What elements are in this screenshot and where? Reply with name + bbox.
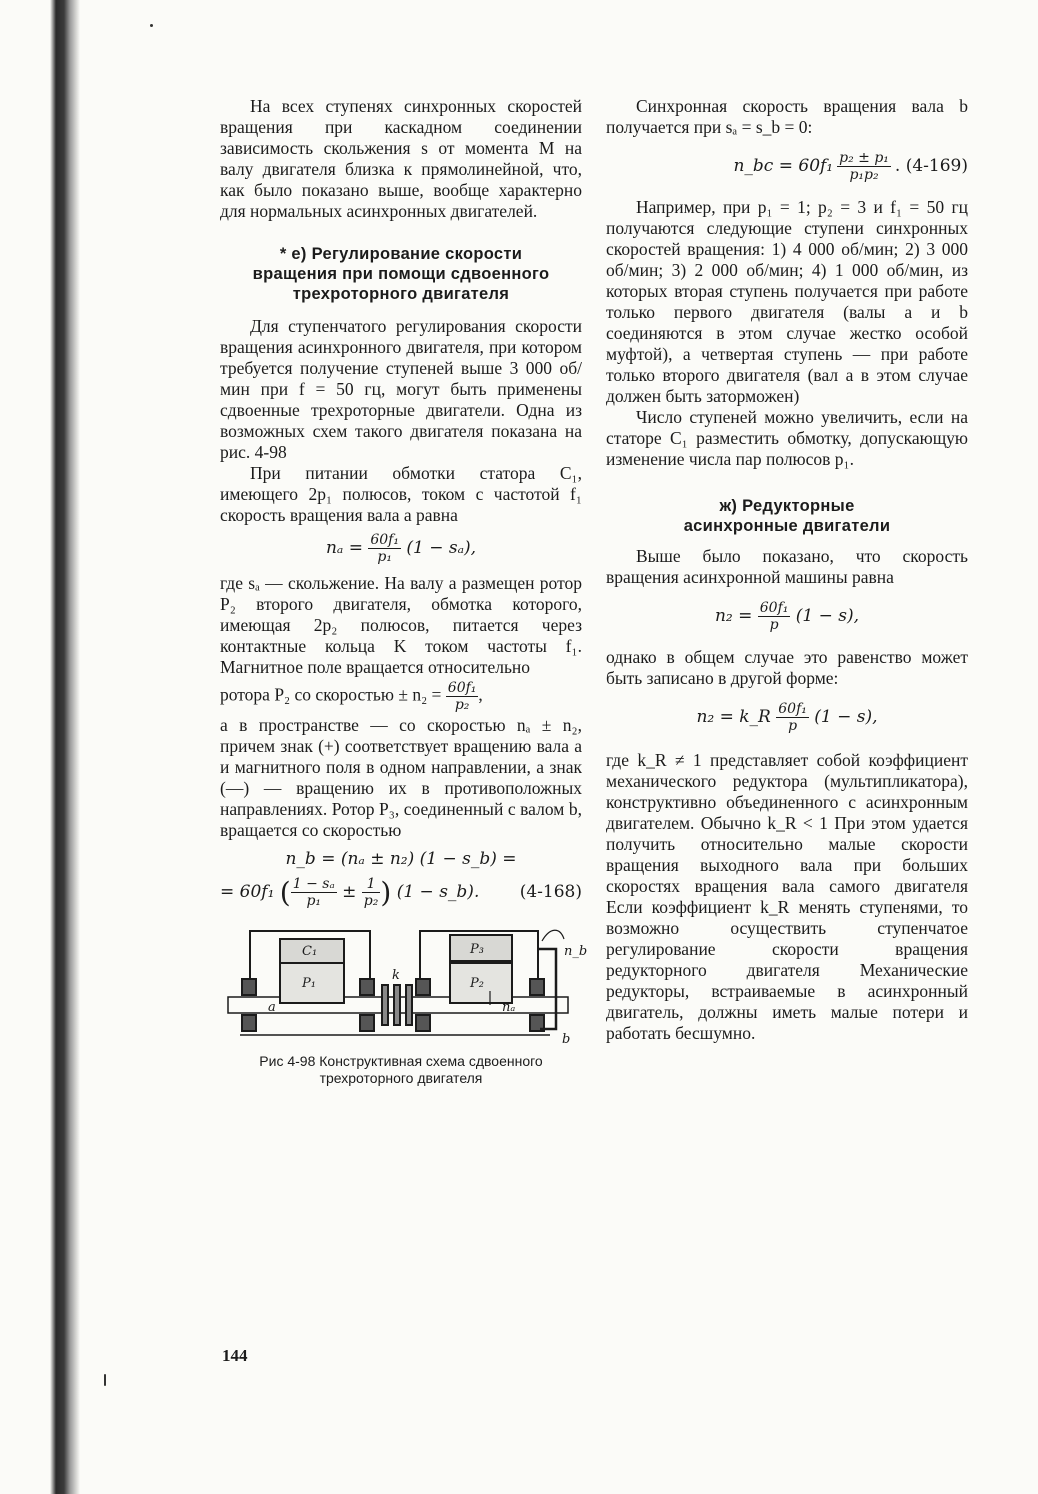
bearing bbox=[242, 979, 256, 995]
right-column bbox=[606, 96, 968, 1044]
rotation-arrow bbox=[542, 930, 564, 941]
formula-rhs: (1 − sₐ), bbox=[406, 538, 477, 558]
paragraph: а в пространстве — со скоростью nₐ ± n₂, причем знак (+) соответствует вращению вала a и магнитного поля в одном направлении, а знак (—) — вращению их в противоположных направлениях. Ротор P₃, соединенный с валом b, вращается со скоростью bbox=[220, 715, 582, 840]
bearing bbox=[360, 1015, 374, 1031]
numerator: 60f₁ bbox=[778, 701, 807, 717]
bearing bbox=[360, 979, 374, 995]
bearing bbox=[416, 1015, 430, 1031]
heading-line: ж) Редукторные bbox=[719, 497, 855, 515]
formula-n2-kr bbox=[606, 701, 968, 734]
label-na: nₐ bbox=[502, 1000, 516, 1015]
heading-line: вращения при помощи сдвоенного bbox=[252, 265, 550, 283]
formula-na bbox=[220, 532, 582, 565]
label-c1: C₁ bbox=[302, 944, 318, 959]
label-p3: P₃ bbox=[470, 942, 484, 957]
denominator: p₁p₂ bbox=[849, 167, 879, 183]
punct: , bbox=[478, 684, 483, 705]
denominator: p₂ bbox=[363, 893, 379, 909]
paragraph: При питании обмотки статора C₁, имеющего 2p₁ полюсов, током с частотой f₁ скорость вращения вала a равна bbox=[220, 463, 582, 525]
formula-lhs: n₂ = k_R bbox=[696, 707, 771, 727]
label-a: a bbox=[268, 1000, 276, 1015]
formula-part: = 60f₁ bbox=[220, 882, 275, 902]
formula-n2 bbox=[606, 600, 968, 633]
formula-line: n_b = (nₐ ± n₂) (1 − s_b) = bbox=[285, 849, 517, 869]
caption-line: Рис 4-98 Конструктивная схема сдвоенного bbox=[259, 1053, 543, 1069]
denominator: p bbox=[769, 617, 779, 633]
scan-speck bbox=[150, 24, 153, 27]
numerator: p₂ ± p₁ bbox=[839, 150, 889, 166]
fraction bbox=[368, 532, 401, 565]
paragraph: Выше было показано, что скорость вращения асинхронной машины равна bbox=[606, 546, 968, 587]
formula-rhs: (1 − s), bbox=[814, 707, 878, 727]
page-number: 144 bbox=[222, 1346, 248, 1365]
formula-part: (1 − s_b). bbox=[396, 882, 480, 902]
left-column bbox=[220, 96, 588, 1087]
scan-speck bbox=[104, 1374, 106, 1386]
slip-ring bbox=[394, 985, 400, 1025]
formula-nbc bbox=[606, 150, 968, 183]
label-nb: n_b bbox=[564, 944, 588, 959]
slip-ring bbox=[406, 985, 412, 1025]
heading-line: * е) Регулирование скорости bbox=[279, 245, 523, 263]
paragraph: где k_R ≠ 1 представляет собой коэффициент механического редуктора (мультипликатора), конструктивно объединенного с асинхронным двигателем. Обычно k_R < 1 При этом удается получить относительно малые скорости вращения выходного вала при больших скоростях вращения вала самого двигателя Если коэффициент k_R менять ступенями, то возможно осуществить ступенчатое регулирование скорости вращения редукторного двигателя Механические редукторы, встраиваемые в асинхронный двигатель, должны иметь малые потери и работать бесшумно. bbox=[606, 750, 968, 1043]
formula-nb bbox=[220, 849, 582, 909]
numerator: 60f₁ bbox=[370, 532, 399, 548]
paragraph: где sₐ — скольжение. На валу a размещен ротор P₂ второго двигателя, обмотка которого, имеющая 2p₂ полюсов, питается через контактные кольца K током частоты f₁. Магнитное поле вращается относительно bbox=[220, 573, 582, 677]
fraction bbox=[362, 876, 381, 909]
label-k: k bbox=[392, 968, 400, 983]
denominator: p₁ bbox=[377, 549, 392, 565]
denominator: p₁ bbox=[306, 893, 322, 909]
paragraph: Например, при p₁ = 1; p₂ = 3 и f₁ = 50 гц получаются следующие ступени синхронных скоростей вращения: 1) 4 000 об/мин; 2) 3 000 об/мин; 3) 2 000 об/мин; 4) 1 000 об/мин, из которых вторая ступень получается при работе только первого двигателя (валы a и b соединяются в этом случае жестко особой муфтой), а четвертая ступень — при работе только второго двигателя (вал a в этом случае должен быть заторможен) bbox=[606, 197, 968, 406]
fraction bbox=[291, 876, 337, 909]
figure-caption bbox=[220, 1053, 582, 1087]
book-spine-shadow bbox=[0, 0, 80, 1494]
equation-number: (4-168) bbox=[519, 882, 582, 902]
label-p1: P₁ bbox=[302, 976, 316, 991]
formula-line: = 60f₁ ( $\frac{\text{1 − sₐ}}{\text{p₁}}$ ± $\frac{1}{\text{p₂}}$ ) (1 − s_b). (4-168) bbox=[220, 876, 582, 909]
heading-line: асинхронные двигатели bbox=[683, 517, 891, 535]
formula-lhs: nₐ = bbox=[325, 538, 363, 558]
rotor-speed-line bbox=[220, 680, 582, 713]
paragraph: Синхронная скорость вращения вала b получается при sₐ = s_b = 0: bbox=[606, 96, 968, 137]
section-heading-e bbox=[220, 244, 582, 304]
equation-number: . (4-169) bbox=[894, 156, 968, 176]
fraction bbox=[758, 600, 791, 633]
denominator: p bbox=[788, 718, 798, 734]
caption-line: трехроторного двигателя bbox=[319, 1070, 483, 1086]
pm-sign: ± bbox=[342, 882, 357, 902]
rotor-line-text: ротора P₂ со скоростью ± n₂ = bbox=[220, 684, 442, 705]
bearing bbox=[530, 979, 544, 995]
numerator: 1 bbox=[362, 876, 381, 893]
formula-lhs: n_bc = 60f₁ bbox=[733, 156, 834, 176]
motor-diagram bbox=[220, 919, 588, 1049]
numerator: 1 − sₐ bbox=[292, 876, 335, 892]
label-b: b bbox=[562, 1032, 571, 1047]
formula-lhs: n₂ = bbox=[714, 606, 753, 626]
label-p2: P₂ bbox=[470, 976, 484, 991]
bearing bbox=[416, 979, 430, 995]
numerator: 60f₁ bbox=[759, 600, 789, 616]
fraction bbox=[776, 701, 809, 734]
section-heading-zh bbox=[606, 496, 968, 536]
numerator: 60f₁ bbox=[447, 680, 477, 696]
paragraph: Для ступенчатого регулирования скорости вращения асинхронного двигателя, при котором требуется получение ступеней выше 3 000 об/мин при f = 50 гц, могут быть применены сдвоенные трехроторные двигатели. Одна из возможных схем такого двигателя показана на рис. 4-98 bbox=[220, 316, 582, 462]
fraction bbox=[837, 150, 891, 183]
slip-ring bbox=[382, 985, 388, 1025]
paragraph: однако в общем случае это равенство может быть записано в другой форме: bbox=[606, 647, 968, 688]
paragraph: Число ступеней можно увеличить, если на статоре C₁ разместить обмотку, допускающую изменение числа пар полюсов p₁. bbox=[606, 407, 968, 469]
denominator: p₂ bbox=[454, 697, 470, 713]
heading-line: трехроторного двигателя bbox=[292, 285, 510, 303]
formula-rhs: (1 − s), bbox=[795, 606, 860, 626]
bearing bbox=[242, 1015, 256, 1031]
paragraph: На всех ступенях синхронных скоростей вращения при каскадном соединении зависимость скольжения s от момента M на валу двигателя близка к прямолинейной, что, как было показано выше, вообще характерно для нормальных асинхронных двигателей. bbox=[220, 96, 582, 221]
fraction bbox=[446, 680, 479, 713]
